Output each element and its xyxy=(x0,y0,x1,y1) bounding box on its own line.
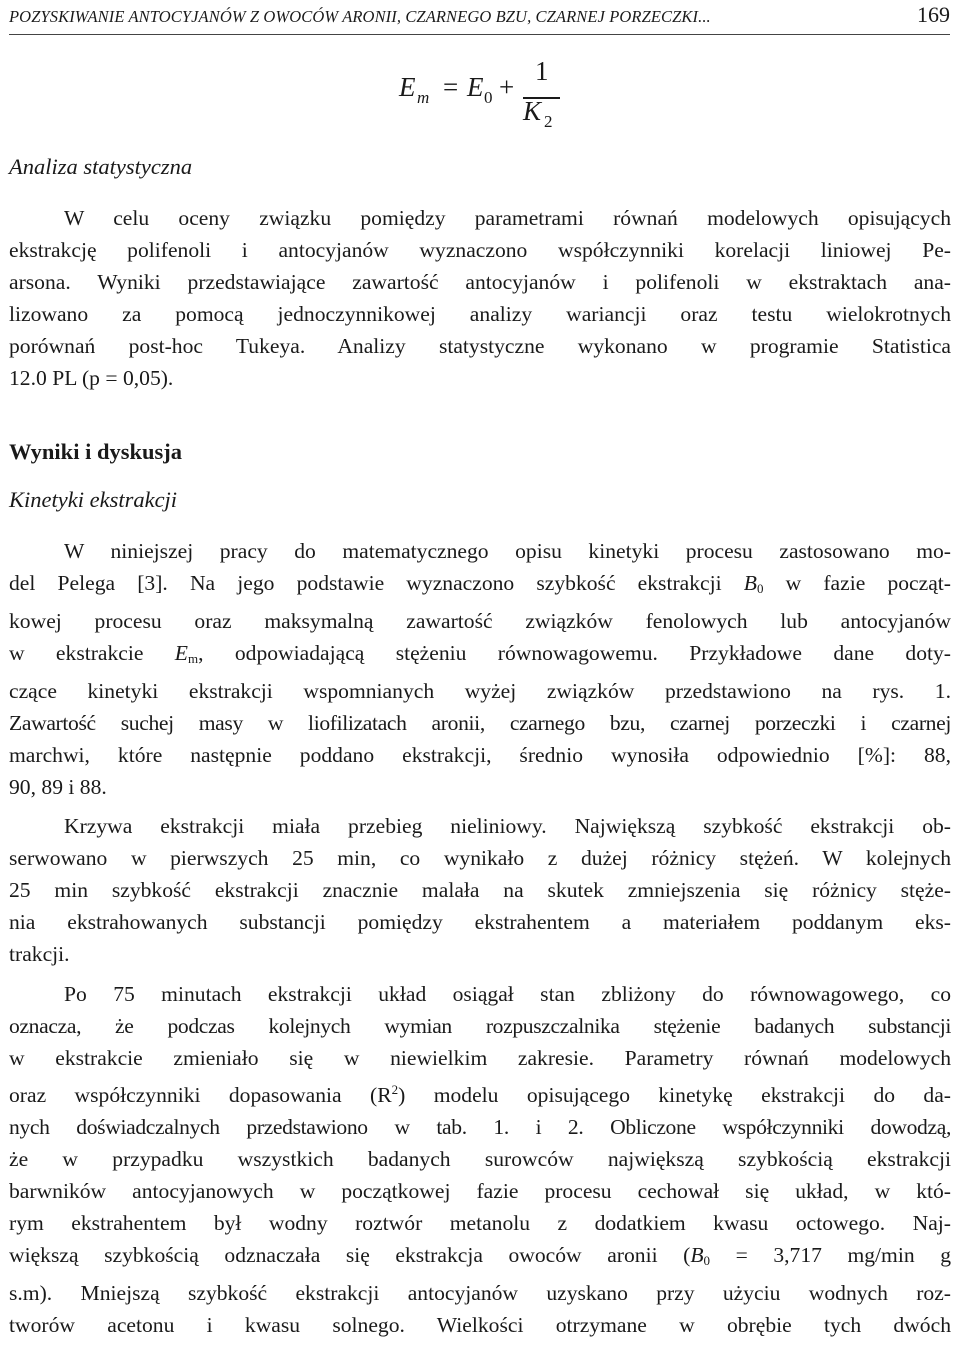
text-line: W celu oceny związku pomiędzy parametrami równań modelowych opisujących xyxy=(64,206,951,230)
text-line: ekstrakcję polifenoli i antocyjanów wyznaczono współczynniki korelacji liniowej Pe- xyxy=(9,238,951,262)
running-title: POZYSKIWANIE ANTOCYJANÓW Z OWOCÓW ARONII, CZARNEGO BZU, CZARNEJ PORZECZKI... xyxy=(9,7,711,26)
text-line: arsona. Wyniki przedstawiające zawartość antocyjanów i polifenoli w ekstraktach ana- xyxy=(9,270,951,294)
eq-lhs: E xyxy=(399,72,416,102)
text-line: rym ekstrahentem był wodny roztwór metanolu z dodatkiem kwasu octowego. Naj- xyxy=(9,1211,951,1235)
text-line: nia ekstrahowanych substancji pomiędzy ekstrahentem a materiałem poddanym eks- xyxy=(9,910,951,934)
var-b: B xyxy=(743,571,757,595)
eq-numerator: 1 xyxy=(535,56,549,86)
text-line: Po 75 minutach ekstrakcji układ osiągał stan zbliżony do równowagowego, co xyxy=(64,982,951,1006)
text-line: W niniejszej pracy do matematycznego opisu kinetyki procesu zastosowano mo- xyxy=(64,539,951,563)
text-line: nych doświadczalnych przedstawiono w tab. 1. i 2. Obliczone współczynniki dowodzą, xyxy=(9,1115,951,1139)
paragraph-extraction-curve xyxy=(9,810,951,970)
text-line: czące kinetyki ekstrakcji wspomnianych wyżej związków przedstawiono na rys. 1. xyxy=(9,679,951,703)
eq-e0-sub: 0 xyxy=(484,88,493,107)
text-line: kowej procesu oraz maksymalną zawartość związków fenolowych lub antocyjanów xyxy=(9,609,951,633)
heading-statistical-analysis: Analiza statystyczna xyxy=(9,154,193,179)
text-line: 25 min szybkość ekstrakcji znacznie malała na skutek zmniejszenia się różnicy stęże- xyxy=(9,878,951,902)
equation-peleg xyxy=(395,58,595,133)
var-e: E xyxy=(174,641,188,665)
heading-kinetics: Kinetyki ekstrakcji xyxy=(9,487,178,512)
text-line: tworów acetonu i kwasu solnego. Wielkości otrzymane w obrębie tych dwóch xyxy=(9,1313,951,1337)
eq-e0: E xyxy=(467,72,484,102)
text-line: marchwi, które następnie poddano ekstrakcji, średnio wynosiła odpowiednio [%]: 88, xyxy=(9,743,951,767)
eq-lhs-sub: m xyxy=(417,88,430,107)
text-line: s.m). Mniejszą szybkość ekstrakcji antocyjanów uzyskano przy użyciu wodnych roz- xyxy=(9,1281,951,1305)
paragraph-kinetics-model xyxy=(9,535,951,803)
text-line: trakcji. xyxy=(9,942,70,966)
text-line: 90, 89 i 88. xyxy=(9,775,107,799)
text-line: oraz współczynniki dopasowania $(R^2)$ modelu opisującego kinetykę ekstrakcji do da- xyxy=(9,1082,951,1107)
text-line: porównań post-hoc Tukeya. Analizy statystyczne wykonano w programie Statistica xyxy=(9,334,951,358)
text-line: że w przypadku wszystkich badanych surowców największą szybkością ekstrakcji xyxy=(9,1147,951,1171)
text-line: Krzywa ekstrakcji miała przebieg nieliniowy. Największą szybkość ekstrakcji ob- xyxy=(64,814,951,838)
paragraph-statistics xyxy=(9,202,951,394)
text-line: w ekstrakcie $E_m$, odpowiadającą stężeniu równowagowemu. Przykładowe dane doty- xyxy=(9,641,951,666)
text-line: lizowano za pomocą jednoczynnikowej analizy wariancji oraz testu wielokrotnych xyxy=(9,302,951,326)
paragraph-equilibrium xyxy=(9,978,951,1341)
eq-denominator: K xyxy=(523,96,542,126)
var-b: B xyxy=(690,1243,704,1267)
eq-denominator-sub: 2 xyxy=(544,112,553,131)
page-number: 169 xyxy=(917,2,950,27)
text-line: w ekstrakcie zmieniało się w niewielkim zakresie. Parametry równań modelowych xyxy=(9,1046,951,1070)
text-line: del Pelega [3]. Na jego podstawie wyznaczono szybkość ekstrakcji $B_0$ w fazie począt- xyxy=(9,571,951,596)
eq-equals: = xyxy=(443,72,459,102)
text-line: barwników antocyjanowych w początkowej fazie procesu cechował się układ, w któ- xyxy=(9,1179,951,1203)
eq-plus: + xyxy=(499,72,515,102)
text-line: serwowano w pierwszych 25 min, co wynikało z dużej różnicy stężeń. W kolejnych xyxy=(9,846,951,870)
text-line: Zawartość suchej masy w liofilizatach aronii, czarnego bzu, czarnej porzeczki i czarnej xyxy=(9,711,951,735)
text-line: większą szybkością odznaczała się ekstrakcja owoców aronii ($B_0 = 3,717$ mg/min g xyxy=(9,1243,952,1268)
heading-results: Wyniki i dyskusja xyxy=(9,439,182,464)
running-header xyxy=(9,0,950,35)
text-line: oznacza, że podczas kolejnych wymian rozpuszczalnika stężenie badanych substancji xyxy=(9,1014,951,1038)
text-line: 12.0 PL (p = 0,05). xyxy=(9,366,174,390)
